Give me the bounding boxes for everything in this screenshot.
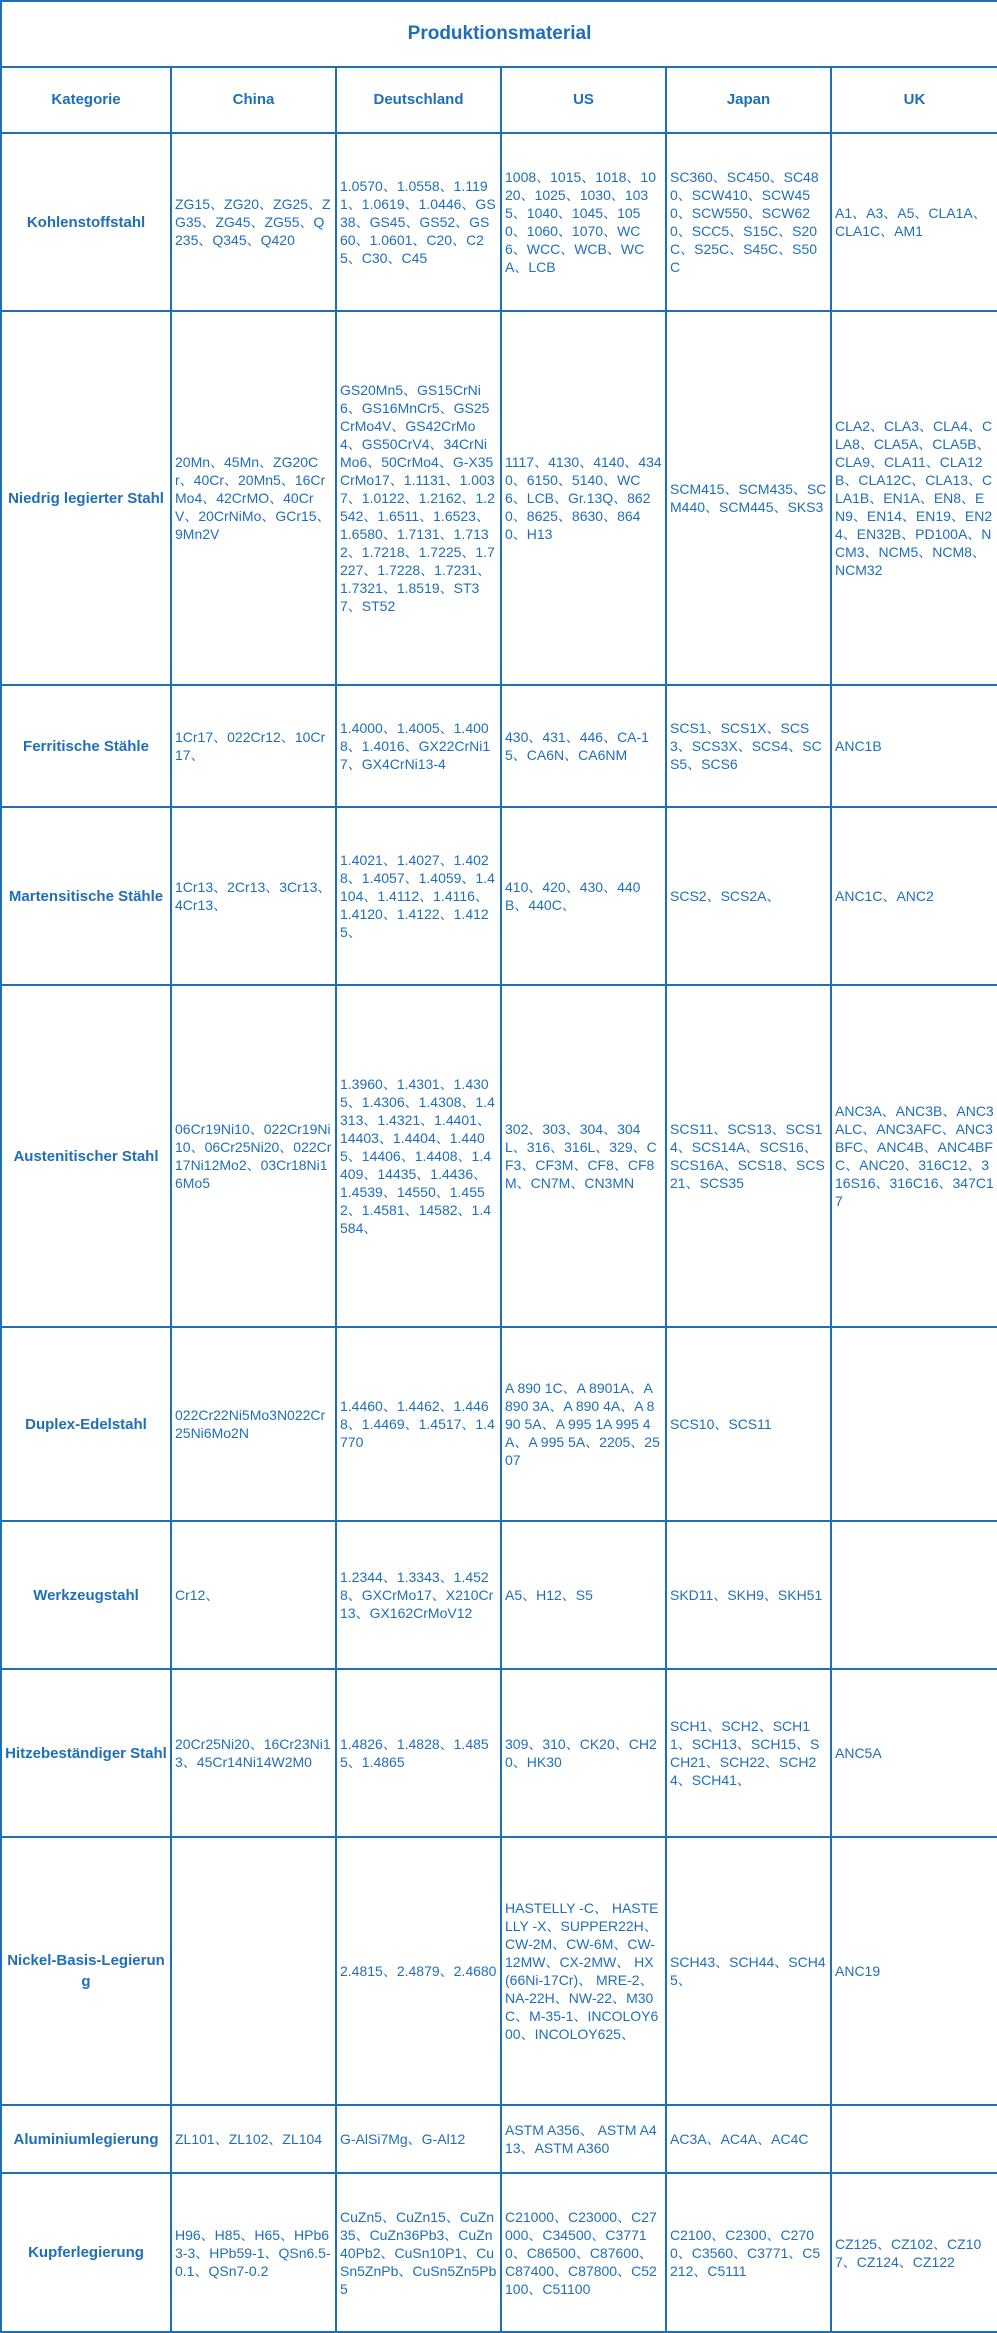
japan-cell: SCM415、SCM435、SCM440、SCM445、SKS3	[666, 311, 831, 685]
china-cell: ZG15、ZG20、ZG25、ZG35、ZG45、ZG55、Q235、Q345、Q420	[171, 133, 336, 311]
category-cell: Kohlenstoffstahl	[1, 133, 171, 311]
us-cell: A5、H12、S5	[501, 1521, 666, 1669]
title-row	[1, 1, 997, 67]
us-cell: C21000、C23000、C27000、C34500、C37710、C86500、C87600、C87400、C87800、C52100、C51100	[501, 2173, 666, 2332]
china-cell: 20Mn、45Mn、ZG20Cr、40Cr、20Mn5、16CrMo4、42CrMO、40CrV、20CrNiMo、GCr15、9Mn2V	[171, 311, 336, 685]
china-cell: 1Cr13、2Cr13、3Cr13、4Cr13、	[171, 807, 336, 985]
deutschland-cell: 1.2344、1.3343、1.4528、GXCrMo17、X210Cr13、GX162CrMoV12	[336, 1521, 501, 1669]
header-deutschland: Deutschland	[336, 67, 501, 133]
uk-cell: ANC5A	[831, 1669, 997, 1837]
us-cell: 302、303、304、304L、316、316L、329、CF3、CF3M、CF8、CF8M、CN7M、CN3MN	[501, 985, 666, 1327]
japan-cell: SCS11、SCS13、SCS14、SCS14A、SCS16、SCS16A、SCS18、SCS21、SCS35	[666, 985, 831, 1327]
china-cell: 06Cr19Ni10、022Cr19Ni10、06Cr25Ni20、022Cr17Ni12Mo2、03Cr18Ni16Mo5	[171, 985, 336, 1327]
category-cell: Ferritische Stähle	[1, 685, 171, 807]
header-row	[1, 67, 997, 133]
uk-cell	[831, 2105, 997, 2173]
uk-cell	[831, 1521, 997, 1669]
us-cell: HASTELLY -C、 HASTELLY -X、SUPPER22H、CW-2M、CW-6M、CW-12MW、CX-2MW、 HX(66Ni-17Cr)、 MRE-2、NA-22H、NW-22、M30C、M-35-1、INCOLOY600、INCOLOY625、	[501, 1837, 666, 2105]
deutschland-cell: 1.4826、1.4828、1.4855、1.4865	[336, 1669, 501, 1837]
us-cell: ASTM A356、 ASTM A413、ASTM A360	[501, 2105, 666, 2173]
table-row	[1, 133, 997, 311]
table-title: Produktionsmaterial	[1, 1, 997, 67]
category-cell: Werkzeugstahl	[1, 1521, 171, 1669]
table-row	[1, 807, 997, 985]
header-japan: Japan	[666, 67, 831, 133]
china-cell: ZL101、ZL102、ZL104	[171, 2105, 336, 2173]
us-cell: 410、420、430、440B、440C、	[501, 807, 666, 985]
deutschland-cell: 2.4815、2.4879、2.4680	[336, 1837, 501, 2105]
deutschland-cell: CuZn5、CuZn15、CuZn35、CuZn36Pb3、CuZn40Pb2、CuSn10P1、CuSn5ZnPb、CuSn5Zn5Pb5	[336, 2173, 501, 2332]
uk-cell: ANC1B	[831, 685, 997, 807]
table-row	[1, 311, 997, 685]
uk-cell: CLA2、CLA3、CLA4、CLA8、CLA5A、CLA5B、CLA9、CLA11、CLA12B、CLA12C、CLA13、CLA1B、EN1A、EN8、EN9、EN14、EN19、EN24、EN32B、PD100A、NCM3、NCM5、NCM8、NCM32	[831, 311, 997, 685]
japan-cell: SCS10、SCS11	[666, 1327, 831, 1521]
uk-cell: CZ125、CZ102、CZ107、CZ124、CZ122	[831, 2173, 997, 2332]
us-cell: A 890 1C、A 8901A、A 890 3A、A 890 4A、A 890 5A、A 995 1A 995 4A、A 995 5A、2205、2507	[501, 1327, 666, 1521]
uk-cell: ANC19	[831, 1837, 997, 2105]
deutschland-cell: 1.4021、1.4027、1.4028、1.4057、1.4059、1.4104、1.4112、1.4116、1.4120、1.4122、1.4125、	[336, 807, 501, 985]
deutschland-cell: 1.4460、1.4462、1.4468、1.4469、1.4517、1.4770	[336, 1327, 501, 1521]
deutschland-cell: 1.4000、1.4005、1.4008、1.4016、GX22CrNi17、GX4CrNi13-4	[336, 685, 501, 807]
japan-cell: C2100、C2300、C2700、C3560、C3771、C5212、C5111	[666, 2173, 831, 2332]
japan-cell: AC3A、AC4A、AC4C	[666, 2105, 831, 2173]
table-row	[1, 2173, 997, 2332]
table-row	[1, 1837, 997, 2105]
category-cell: Martensitische Stähle	[1, 807, 171, 985]
china-cell: H96、H85、H65、HPb63-3、HPb59-1、QSn6.5-0.1、QSn7-0.2	[171, 2173, 336, 2332]
uk-cell	[831, 1327, 997, 1521]
china-cell: Cr12、	[171, 1521, 336, 1669]
china-cell: 022Cr22Ni5Mo3N022Cr25Ni6Mo2N	[171, 1327, 336, 1521]
category-cell: Hitzebeständiger Stahl	[1, 1669, 171, 1837]
category-cell: Nickel-Basis-Legierung	[1, 1837, 171, 2105]
deutschland-cell: G-AlSi7Mg、G-Al12	[336, 2105, 501, 2173]
deutschland-cell: GS20Mn5、GS15CrNi6、GS16MnCr5、GS25CrMo4V、GS42CrMo4、GS50CrV4、34CrNiMo6、50CrMo4、G-X35CrMo17、1.1131、1.0037、1.0122、1.2162、1.2542、1.6511、1.6523、1.6580、1.7131、1.7132、1.7218、1.7225、1.7227、1.7228、1.7231、1.7321、1.8519、ST37、ST52	[336, 311, 501, 685]
china-cell: 1Cr17、022Cr12、10Cr17、	[171, 685, 336, 807]
deutschland-cell: 1.3960、1.4301、1.4305、1.4306、1.4308、1.4313、1.4321、1.4401、14403、1.4404、1.4405、14406、1.4408、1.4409、14435、1.4436、1.4539、14550、1.4552、1.4581、14582、1.4584、	[336, 985, 501, 1327]
table-row	[1, 1669, 997, 1837]
us-cell: 309、310、CK20、CH20、HK30	[501, 1669, 666, 1837]
japan-cell: SCS1、SCS1X、SCS3、SCS3X、SCS4、SCS5、SCS6	[666, 685, 831, 807]
category-cell: Niedrig legierter Stahl	[1, 311, 171, 685]
japan-cell: SC360、SC450、SC480、SCW410、SCW450、SCW550、SCW620、SCC5、S15C、S20C、S25C、S45C、S50C	[666, 133, 831, 311]
uk-cell: ANC1C、ANC2	[831, 807, 997, 985]
header-us: US	[501, 67, 666, 133]
header-uk: UK	[831, 67, 997, 133]
header-china: China	[171, 67, 336, 133]
us-cell: 430、431、446、CA-15、CA6N、CA6NM	[501, 685, 666, 807]
category-cell: Aluminiumlegierung	[1, 2105, 171, 2173]
us-cell: 1008、1015、1018、1020、1025、1030、1035、1040、1045、1050、1060、1070、WC6、WCC、WCB、WCA、LCB	[501, 133, 666, 311]
category-cell: Austenitischer Stahl	[1, 985, 171, 1327]
table-row	[1, 985, 997, 1327]
category-cell: Kupferlegierung	[1, 2173, 171, 2332]
header-kategorie: Kategorie	[1, 67, 171, 133]
us-cell: 1117、4130、4140、4340、6150、5140、WC6、LCB、Gr.13Q、8620、8625、8630、8640、H13	[501, 311, 666, 685]
table-row	[1, 2105, 997, 2173]
japan-cell: SCH43、SCH44、SCH45、	[666, 1837, 831, 2105]
table-row	[1, 1521, 997, 1669]
uk-cell: A1、A3、A5、CLA1A、CLA1C、AM1	[831, 133, 997, 311]
table-row	[1, 1327, 997, 1521]
table-row	[1, 685, 997, 807]
china-cell	[171, 1837, 336, 2105]
china-cell: 20Cr25Ni20、16Cr23Ni13、45Cr14Ni14W2M0	[171, 1669, 336, 1837]
japan-cell: SKD11、SKH9、SKH51	[666, 1521, 831, 1669]
uk-cell: ANC3A、ANC3B、ANC3ALC、ANC3AFC、ANC3BFC、ANC4B、ANC4BFC、ANC20、316C12、316S16、316C16、347C17	[831, 985, 997, 1327]
deutschland-cell: 1.0570、1.0558、1.1191、1.0619、1.0446、GS38、GS45、GS52、GS60、1.0601、C20、C25、C30、C45	[336, 133, 501, 311]
category-cell: Duplex-Edelstahl	[1, 1327, 171, 1521]
japan-cell: SCH1、SCH2、SCH11、SCH13、SCH15、SCH21、SCH22、SCH24、SCH41、	[666, 1669, 831, 1837]
japan-cell: SCS2、SCS2A、	[666, 807, 831, 985]
